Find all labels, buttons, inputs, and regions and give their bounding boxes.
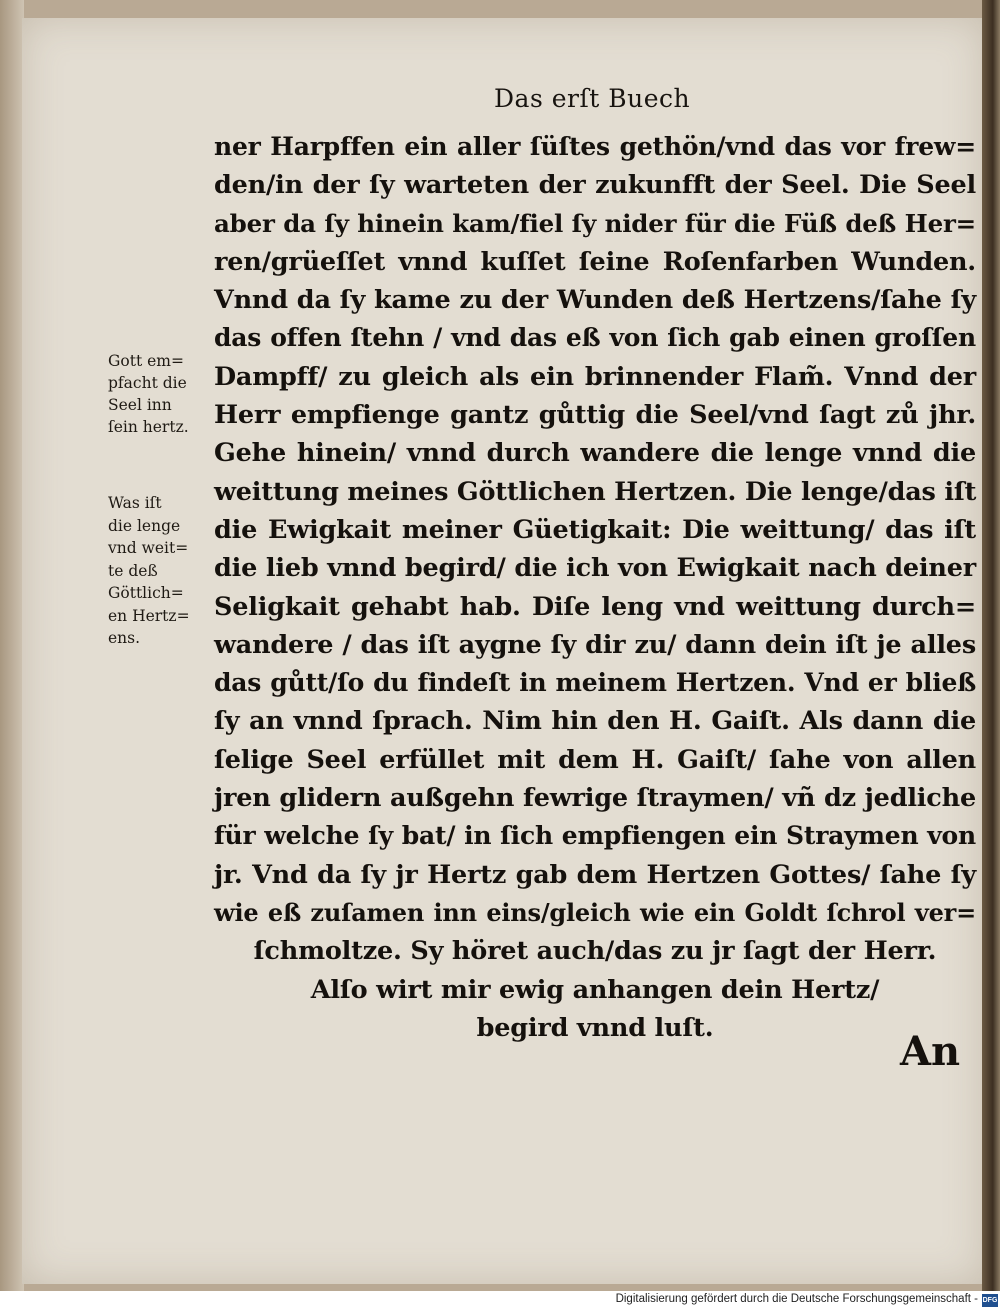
- margin-note-1: [108, 350, 212, 438]
- margin-note-line: ens.: [108, 629, 141, 647]
- margin-note-line: Gott em=: [108, 352, 184, 370]
- text-line: das offen ſtehn / vnd das eß von ſich gab einen groſſen: [214, 323, 976, 353]
- text-line: die lieb vnnd begird/ die ich von Ewigkait nach deiner: [214, 553, 976, 584]
- margin-note-line: te deß: [108, 561, 158, 580]
- book-spine: [982, 0, 1000, 1291]
- text-line: wandere / das iſt aygne ſy dir zu/ dann dein iſt je alles: [214, 629, 976, 660]
- digitization-credit: Digitalisierung gefördert durch die Deutsche Forschungsgemeinschaft -: [615, 1293, 978, 1305]
- margin-note-line: Göttlich=: [108, 584, 184, 602]
- text-line: aber da ſy hinein kam/fiel ſy nider für die Füß deß Her=: [214, 208, 976, 238]
- text-line-centered: Alſo wirt mir ewig anhangen dein Hertz/: [310, 974, 880, 1005]
- margin-note-line: Was iſt: [108, 494, 162, 512]
- text-line: ſelige Seel erfüllet mit dem H. Gaiſt/ ſahe von allen: [214, 744, 976, 775]
- text-line: Gehe hinein/ vnnd durch wandere die lenge vnnd die: [214, 438, 976, 469]
- text-line: den/in der ſy warteten der zukunfft der Seel. Die Seel: [214, 170, 976, 201]
- text-line: die Ewigkait meiner Güetigkait: Die weittung/ das iſt: [214, 514, 976, 545]
- margin-note-line: vnd weit=: [108, 539, 189, 557]
- margin-note-2: [108, 492, 212, 650]
- catchword: An: [900, 1028, 961, 1075]
- text-line: ſy an vnnd ſprach. Nim hin den H. Gaiſt. Als dann die: [214, 706, 976, 737]
- text-line: für welche ſy bat/ in ſich empfiengen ein Straymen von: [214, 821, 976, 851]
- text-line: weittung meines Göttlichen Hertzen. Die lenge/das iſt: [214, 476, 977, 507]
- text-line: ren/grüeſſet vnnd kuſſet ſeine Roſenfarben Wunden.: [214, 246, 976, 277]
- margin-note-line: en Hertz=: [108, 606, 190, 625]
- running-title: Das erſt Buech: [494, 84, 691, 113]
- margin-note-line: Seel inn: [108, 396, 172, 414]
- text-line: jren glidern außgehn fewrige ſtraymen/ vñ dz jedliche: [214, 783, 976, 814]
- text-line: Herr empfienge gantz gůttig die Seel/vnd ſagt zů jhr.: [214, 400, 976, 431]
- text-line: Vnnd da ſy kame zu der Wunden deß Hertzens/ſahe ſy: [214, 285, 976, 316]
- text-line: jr. Vnd da ſy jr Hertz gab dem Hertzen Gottes/ ſahe ſy: [214, 859, 976, 890]
- text-line: ner Harpffen ein aller ſüſtes gethön/vnd das vor frew=: [214, 132, 976, 161]
- text-line: das gůtt/ſo du findeſt in meinem Hertzen. Vnd er bließ: [214, 668, 976, 698]
- margin-note-line: pfacht die: [108, 374, 187, 392]
- main-text-block: [214, 128, 976, 1047]
- text-line: ſchmoltze. Sy höret auch/das zu jr ſagt der Herr.: [253, 936, 937, 967]
- dfg-logo-icon: DFG: [982, 1294, 998, 1307]
- page-edge-left: [0, 0, 24, 1291]
- text-line: wie eß zuſamen inn eins/gleich wie ein Goldt ſchrol ver=: [214, 897, 976, 927]
- margin-note-line: ſein hertz.: [108, 418, 189, 436]
- text-line: Seligkait gehabt hab. Diſe leng vnd weittung durch=: [214, 591, 976, 622]
- margin-note-line: die lenge: [108, 516, 181, 535]
- text-line: Dampff/ zu gleich als ein brinnender Flam̃. Vnnd der: [214, 361, 976, 392]
- text-line-centered: begird vnnd luſt.: [476, 1012, 714, 1043]
